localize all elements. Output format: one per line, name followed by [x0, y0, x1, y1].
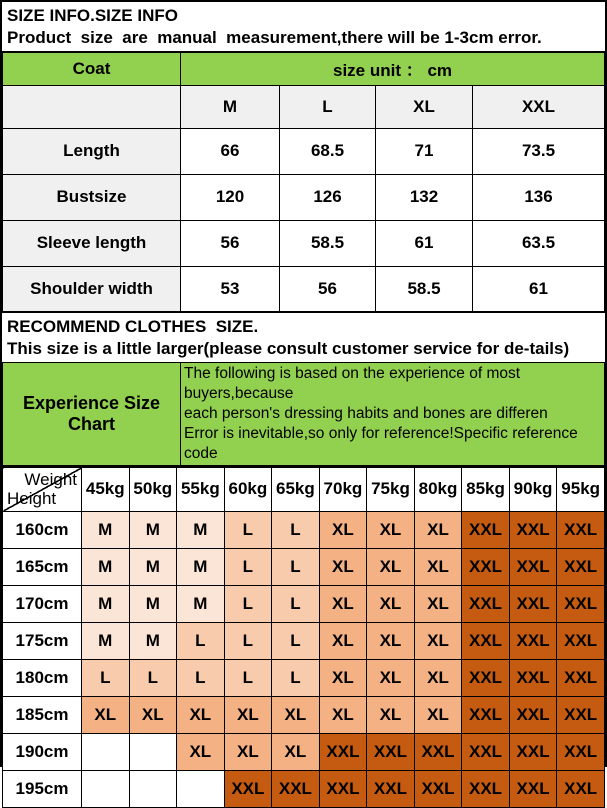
matrix-size-cell: XL — [367, 511, 415, 548]
weight-height-corner-cell — [3, 467, 82, 511]
matrix-size-cell: XL — [367, 548, 415, 585]
matrix-size-cell: XXL — [367, 770, 415, 807]
size-value-cell: 66 — [181, 128, 280, 174]
matrix-size-cell: XL — [177, 696, 225, 733]
weight-col-header: 55kg — [177, 467, 225, 511]
matrix-size-cell: XL — [224, 696, 272, 733]
matrix-size-cell: XXL — [509, 696, 557, 733]
matrix-size-cell: L — [224, 622, 272, 659]
corner-height-label: Height — [7, 488, 57, 508]
matrix-size-cell: XL — [367, 659, 415, 696]
matrix-row — [3, 770, 605, 807]
matrix-size-cell: L — [224, 548, 272, 585]
matrix-size-cell: XL — [82, 696, 130, 733]
matrix-size-cell: XXL — [414, 733, 462, 770]
matrix-size-cell: XXL — [557, 622, 605, 659]
matrix-size-cell: XL — [319, 622, 367, 659]
matrix-size-cell: XXL — [557, 511, 605, 548]
size-value-cell: 73.5 — [473, 128, 605, 174]
matrix-size-cell: L — [177, 659, 225, 696]
matrix-size-cell: XXL — [319, 733, 367, 770]
size-col-header: M — [181, 85, 280, 128]
product-type-cell: Coat — [3, 52, 181, 85]
matrix-size-cell — [177, 770, 225, 807]
size-col-header: XXL — [473, 85, 605, 128]
matrix-size-cell: L — [129, 659, 177, 696]
size-table-row — [3, 220, 605, 266]
size-row-label: Sleeve length — [3, 220, 181, 266]
experience-line: each person's dressing habits and bones are differen — [184, 405, 548, 422]
matrix-size-cell: XXL — [509, 585, 557, 622]
experience-label-cell: Experience Size Chart — [3, 363, 181, 466]
matrix-row — [3, 585, 605, 622]
size-unit-cell: size unit ： cm — [181, 52, 605, 85]
matrix-size-cell: XL — [319, 659, 367, 696]
size-value-cell: 120 — [181, 174, 280, 220]
matrix-size-cell: XXL — [509, 548, 557, 585]
matrix-size-cell: M — [82, 548, 130, 585]
size-row-label: Bustsize — [3, 174, 181, 220]
matrix-size-cell: M — [129, 511, 177, 548]
experience-line: Error is inevitable,so only for reference!Specific reference code — [184, 425, 578, 462]
weight-col-header: 85kg — [462, 467, 510, 511]
matrix-size-cell: M — [129, 548, 177, 585]
matrix-size-cell: XL — [177, 733, 225, 770]
matrix-size-cell: XL — [129, 696, 177, 733]
matrix-size-cell: L — [224, 659, 272, 696]
size-value-cell: 56 — [181, 220, 280, 266]
experience-row — [3, 363, 605, 466]
matrix-size-cell: XXL — [367, 733, 415, 770]
matrix-size-cell: L — [272, 511, 320, 548]
size-value-cell: 136 — [473, 174, 605, 220]
matrix-size-cell: XL — [367, 622, 415, 659]
size-value-cell: 58.5 — [280, 220, 376, 266]
matrix-size-cell: XL — [414, 622, 462, 659]
size-table-row — [3, 174, 605, 220]
experience-table — [2, 362, 605, 466]
matrix-size-cell: L — [224, 585, 272, 622]
matrix-size-cell: XXL — [557, 770, 605, 807]
matrix-size-cell: XXL — [272, 770, 320, 807]
height-row-label: 185cm — [3, 696, 82, 733]
matrix-size-cell: XXL — [224, 770, 272, 807]
matrix-size-cell — [82, 770, 130, 807]
weight-col-header: 90kg — [509, 467, 557, 511]
matrix-size-cell: XXL — [462, 511, 510, 548]
matrix-header-row — [3, 467, 605, 511]
matrix-row — [3, 622, 605, 659]
matrix-size-cell: XL — [414, 548, 462, 585]
matrix-size-cell: L — [177, 622, 225, 659]
size-value-cell: 126 — [280, 174, 376, 220]
matrix-size-cell: XL — [414, 511, 462, 548]
matrix-size-cell: XL — [414, 585, 462, 622]
height-row-label: 175cm — [3, 622, 82, 659]
matrix-size-cell: XL — [319, 585, 367, 622]
matrix-size-cell: XXL — [557, 585, 605, 622]
height-row-label: 170cm — [3, 585, 82, 622]
matrix-row — [3, 659, 605, 696]
size-table-corner-cell — [3, 85, 181, 128]
weight-col-header: 45kg — [82, 467, 130, 511]
matrix-size-cell: M — [177, 548, 225, 585]
size-value-cell: 61 — [473, 266, 605, 312]
height-row-label: 180cm — [3, 659, 82, 696]
size-table-row — [3, 266, 605, 312]
matrix-size-cell: XXL — [319, 770, 367, 807]
matrix-size-cell: M — [82, 511, 130, 548]
matrix-row — [3, 696, 605, 733]
matrix-row — [3, 548, 605, 585]
weight-col-header: 50kg — [129, 467, 177, 511]
matrix-size-cell: L — [272, 659, 320, 696]
matrix-size-cell: XXL — [509, 770, 557, 807]
size-value-cell: 132 — [376, 174, 473, 220]
weight-col-header: 70kg — [319, 467, 367, 511]
matrix-size-cell: XXL — [414, 770, 462, 807]
matrix-size-cell: L — [224, 511, 272, 548]
size-col-header: L — [280, 85, 376, 128]
size-value-cell: 61 — [376, 220, 473, 266]
matrix-size-cell — [129, 733, 177, 770]
matrix-size-cell: L — [272, 548, 320, 585]
height-row-label: 195cm — [3, 770, 82, 807]
matrix-size-cell: XL — [367, 696, 415, 733]
matrix-size-cell — [82, 733, 130, 770]
matrix-size-cell: XXL — [462, 548, 510, 585]
weight-col-header: 75kg — [367, 467, 415, 511]
matrix-size-cell: XL — [319, 548, 367, 585]
matrix-size-cell: XXL — [462, 770, 510, 807]
matrix-size-cell: M — [82, 622, 130, 659]
experience-line: The following is based on the experience of most buyers,because — [184, 365, 521, 402]
matrix-size-cell: M — [177, 511, 225, 548]
matrix-size-cell: XL — [319, 511, 367, 548]
size-row-label: Length — [3, 128, 181, 174]
matrix-size-cell: XL — [272, 733, 320, 770]
matrix-row — [3, 511, 605, 548]
height-row-label: 165cm — [3, 548, 82, 585]
matrix-size-cell: XL — [414, 659, 462, 696]
matrix-size-cell: XL — [367, 585, 415, 622]
size-value-cell: 71 — [376, 128, 473, 174]
matrix-size-cell: XXL — [509, 511, 557, 548]
size-value-cell: 53 — [181, 266, 280, 312]
height-row-label: 190cm — [3, 733, 82, 770]
matrix-size-cell: XL — [272, 696, 320, 733]
height-row-label: 160cm — [3, 511, 82, 548]
size-value-cell: 58.5 — [376, 266, 473, 312]
matrix-size-cell: XXL — [557, 548, 605, 585]
size-col-header: XL — [376, 85, 473, 128]
matrix-size-cell: M — [82, 585, 130, 622]
matrix-size-cell: XL — [319, 696, 367, 733]
weight-col-header: 95kg — [557, 467, 605, 511]
matrix-size-cell: XXL — [557, 659, 605, 696]
matrix-size-cell: XXL — [462, 696, 510, 733]
matrix-row — [3, 733, 605, 770]
matrix-size-cell — [129, 770, 177, 807]
size-table-row — [3, 128, 605, 174]
matrix-size-cell: XXL — [462, 659, 510, 696]
header-block — [2, 2, 605, 51]
matrix-size-cell: XXL — [509, 622, 557, 659]
size-value-cell: 56 — [280, 266, 376, 312]
matrix-size-cell: M — [129, 585, 177, 622]
size-table-title-row — [3, 52, 605, 85]
matrix-size-cell: XXL — [557, 733, 605, 770]
recommend-title: RECOMMEND CLOTHES SIZE. — [7, 317, 259, 336]
recommend-subtitle: This size is a little larger(please consult customer service for de-tails) — [7, 339, 570, 358]
experience-text-cell — [181, 363, 605, 466]
size-value-cell: 63.5 — [473, 220, 605, 266]
weight-col-header: 60kg — [224, 467, 272, 511]
matrix-size-cell: L — [272, 622, 320, 659]
page-subtitle: Product size are manual measurement,there will be 1-3cm error. — [7, 28, 542, 47]
matrix-size-cell: XXL — [462, 622, 510, 659]
matrix-size-cell: XL — [414, 696, 462, 733]
weight-col-header: 80kg — [414, 467, 462, 511]
size-table — [2, 51, 605, 313]
matrix-size-cell: XXL — [509, 659, 557, 696]
size-value-cell: 68.5 — [280, 128, 376, 174]
page-title: SIZE INFO.SIZE INFO — [7, 6, 178, 25]
size-matrix-table — [2, 466, 605, 808]
recommend-block — [2, 313, 605, 362]
size-table-header-row — [3, 85, 605, 128]
matrix-size-cell: XXL — [462, 733, 510, 770]
matrix-size-cell: XXL — [557, 696, 605, 733]
matrix-size-cell: L — [272, 585, 320, 622]
corner-weight-label: Weight — [24, 470, 77, 489]
matrix-size-cell: XXL — [462, 585, 510, 622]
matrix-size-cell: L — [82, 659, 130, 696]
size-row-label: Shoulder width — [3, 266, 181, 312]
matrix-size-cell: M — [129, 622, 177, 659]
matrix-size-cell: M — [177, 585, 225, 622]
matrix-size-cell: XXL — [509, 733, 557, 770]
matrix-size-cell: XL — [224, 733, 272, 770]
weight-col-header: 65kg — [272, 467, 320, 511]
